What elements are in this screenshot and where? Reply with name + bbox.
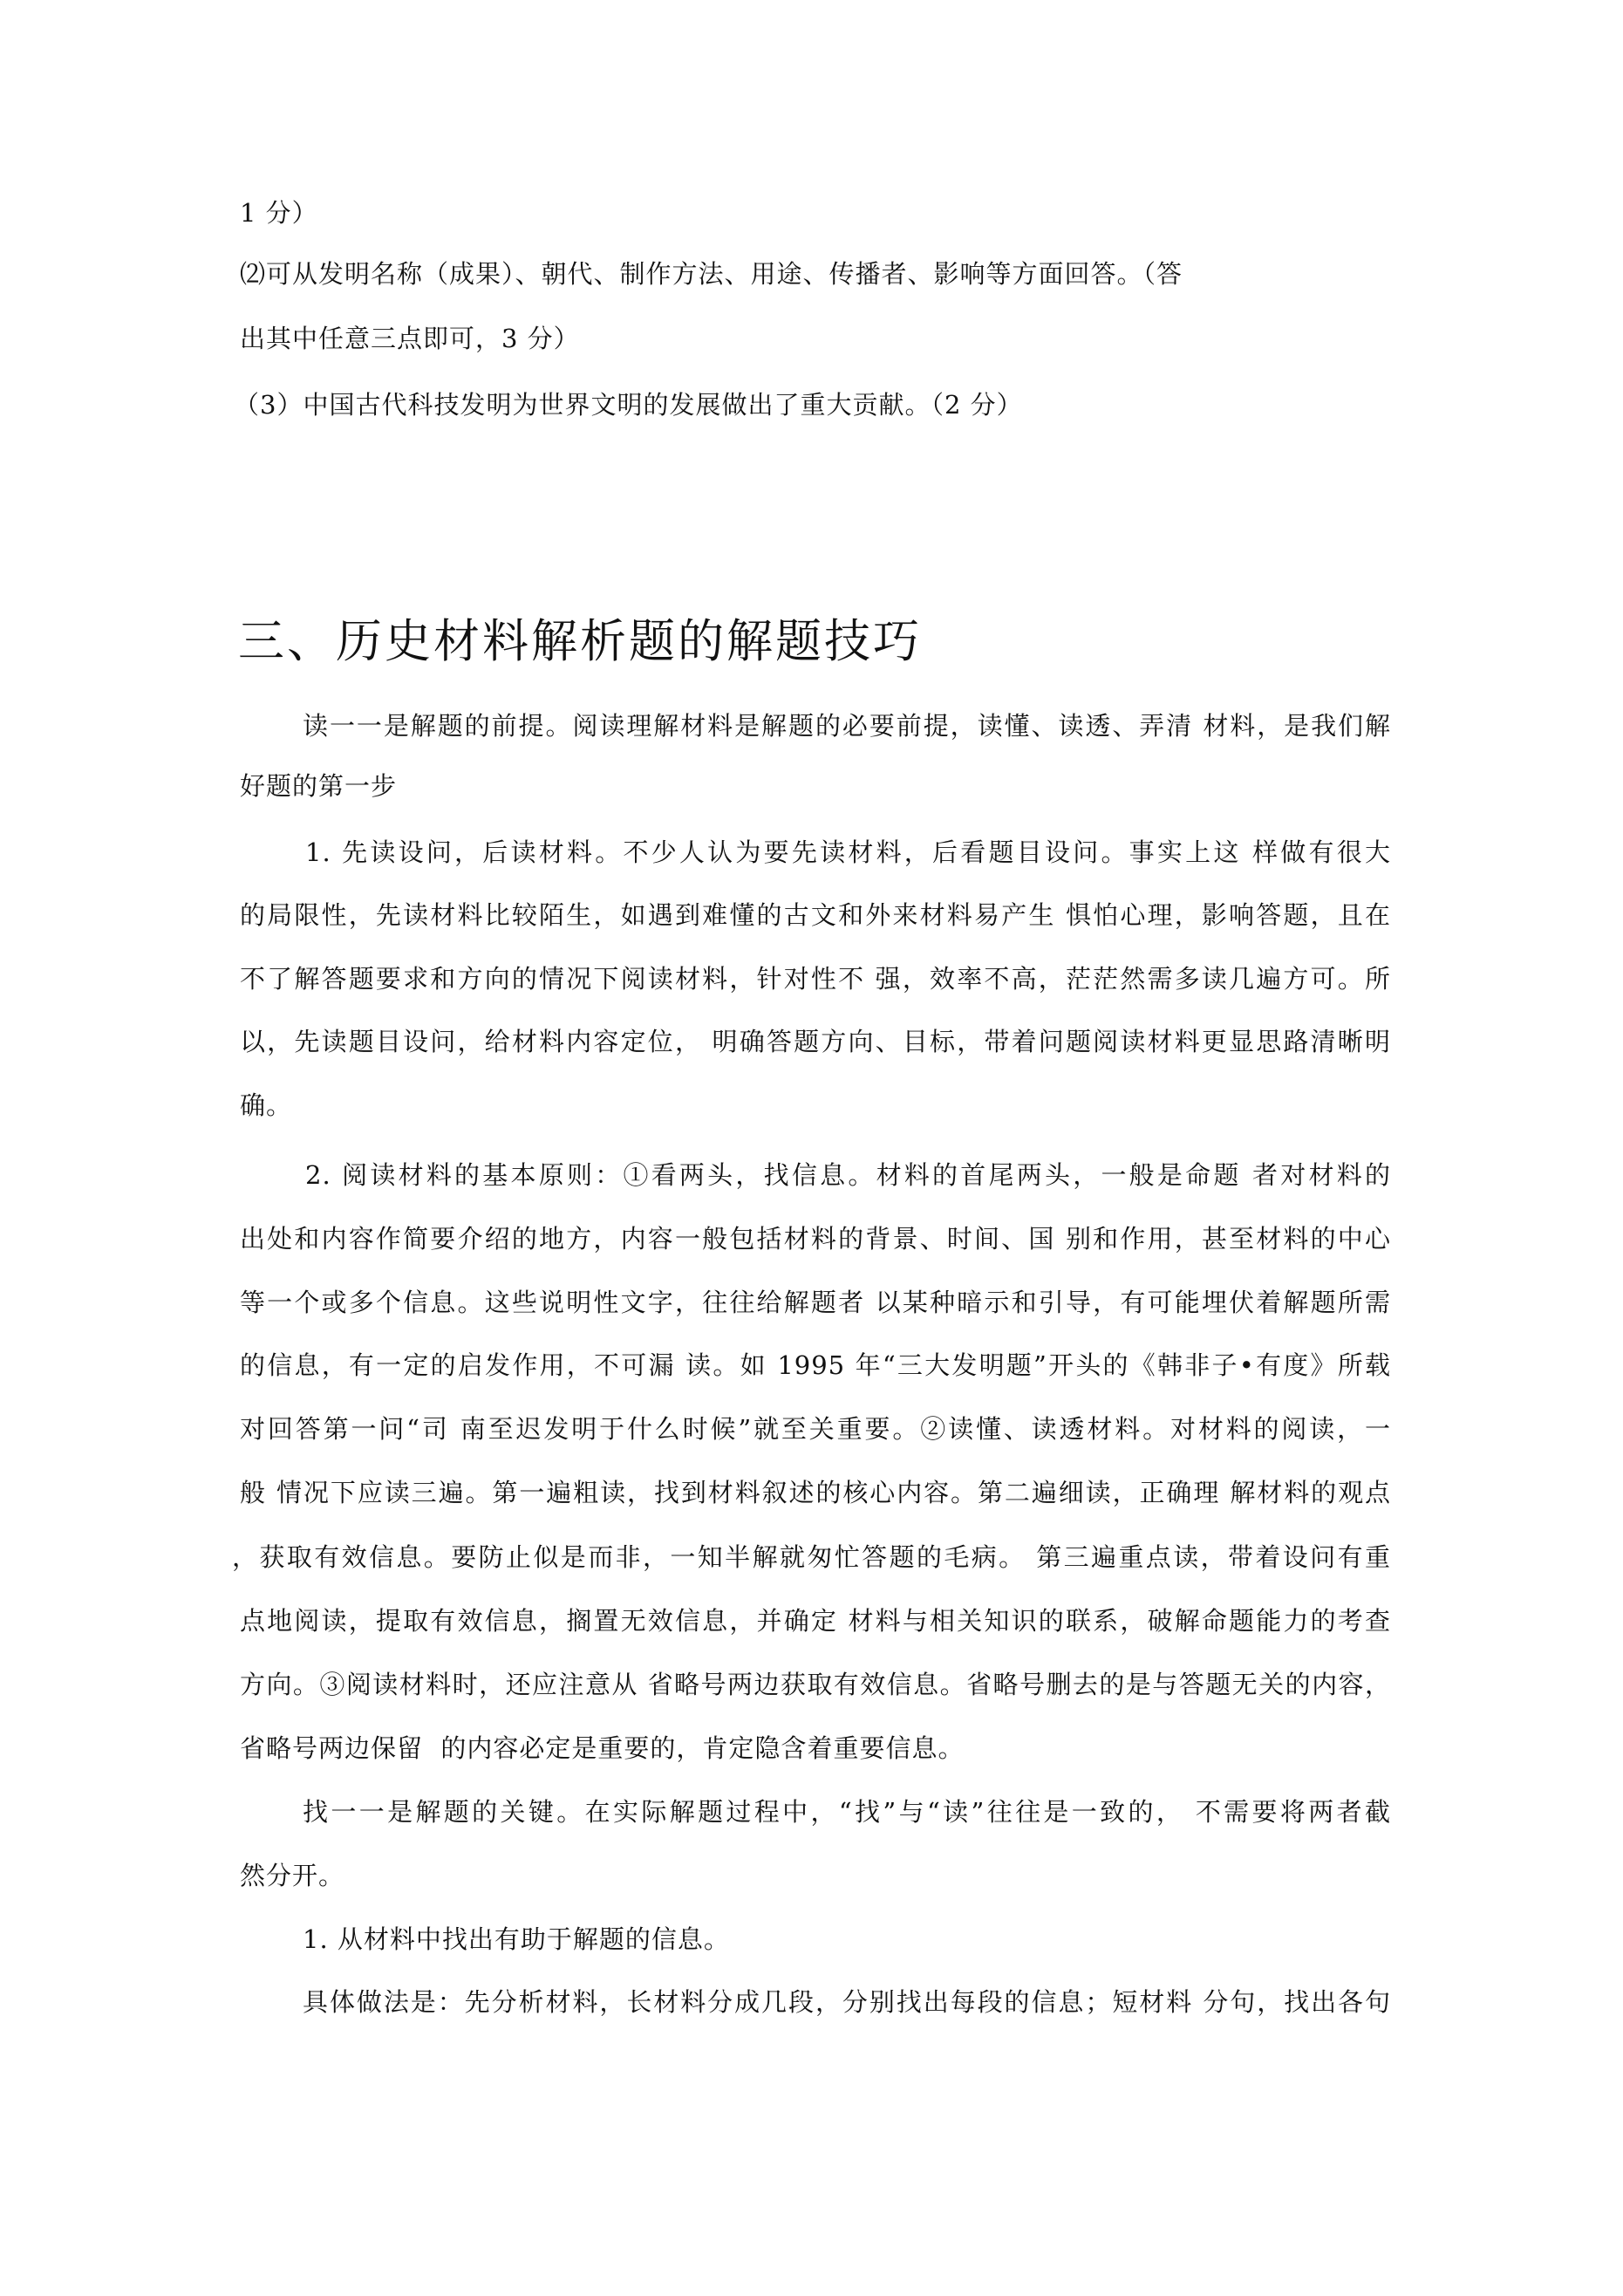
body-line: 好题的第一步 (240, 771, 398, 801)
body-line: 省略号两边保留 的内容必定是重要的，肯定隐含着重要信息。 (240, 1733, 965, 1763)
answer-line-1: 1 分） (240, 198, 318, 228)
body-line: 等一个或多个信息。这些说明性文字，往往给解题者 以某种暗示和引导，有可能埋伏着解题所需 (240, 1288, 1391, 1317)
answer-line-2: ⑵可从发明名称（成果）、朝代、制作方法、用途、传播者、影响等方面回答。（答 (240, 259, 1183, 289)
body-line: 般 情况下应读三遍。第一遍粗读，找到材料叙述的核心内容。第二遍细读，正确理 解材料的观点 (240, 1478, 1391, 1507)
body-line: 1. 先读设问，后读材料。不少人认为要先读材料，后看题目设问。事实上这 样做有很大 (305, 837, 1391, 867)
body-line: 以，先读题目设问，给材料内容定位， 明确答题方向、目标，带着问题阅读材料更显思路清晰明 (240, 1027, 1391, 1056)
body-line: 对回答第一问“司 南至迟发明于什么时候”就至关重要。②读懂、读透材料。对材料的阅读，一 (240, 1414, 1391, 1444)
body-line: 方向。③阅读材料时，还应注意从 省略号两边获取有效信息。省略号删去的是与答题无关的内容， (240, 1670, 1391, 1699)
body-line: ，获取有效信息。要防止似是而非，一知半解就匆忙答题的毛病。 第三遍重点读，带着设问有重 (232, 1542, 1391, 1572)
body-line: 的局限性，先读材料比较陌生，如遇到难懂的古文和外来材料易产生 惧怕心理，影响答题，且在 (240, 900, 1391, 930)
body-line: 找一一是解题的关键。在实际解题过程中，“找”与“读”往往是一致的， 不需要将两者截 (303, 1797, 1391, 1827)
body-line: 具体做法是：先分析材料，长材料分成几段，分别找出每段的信息；短材料 分句，找出各句 (303, 1987, 1391, 2017)
body-line: 出处和内容作简要介绍的地方，内容一般包括材料的背景、时间、国 别和作用，甚至材料的中心 (240, 1224, 1391, 1254)
body-line: 1. 从材料中找出有助于解题的信息。 (303, 1924, 730, 1954)
body-line: 点地阅读，提取有效信息，搁置无效信息，并确定 材料与相关知识的联系，破解命题能力的考查 (240, 1606, 1391, 1636)
answer-line-4: （3）中国古代科技发明为世界文明的发展做出了重大贡献。（2 分） (234, 390, 1023, 420)
section-heading: 三、历史材料解析题的解题技巧 (238, 615, 922, 668)
body-line: 读一一是解题的前提。阅读理解材料是解题的必要前提，读懂、读透、弄清 材料，是我们解 (303, 711, 1391, 741)
body-line: 2. 阅读材料的基本原则：①看两头，找信息。材料的首尾两头，一般是命题 者对材料的 (305, 1160, 1391, 1190)
body-line: 的信息，有一定的启发作用，不可漏 读。如 1995 年“三大发明题”开头的《韩非子•有度》所载 (240, 1350, 1391, 1380)
body-line: 确。 (240, 1090, 293, 1120)
answer-line-3: 出其中任意三点即可，3 分） (240, 324, 580, 353)
body-line: 不了解答题要求和方向的情况下阅读材料，针对性不 强，效率不高，茫茫然需多读几遍方可。所 (240, 964, 1391, 994)
body-line: 然分开。 (240, 1861, 345, 1890)
